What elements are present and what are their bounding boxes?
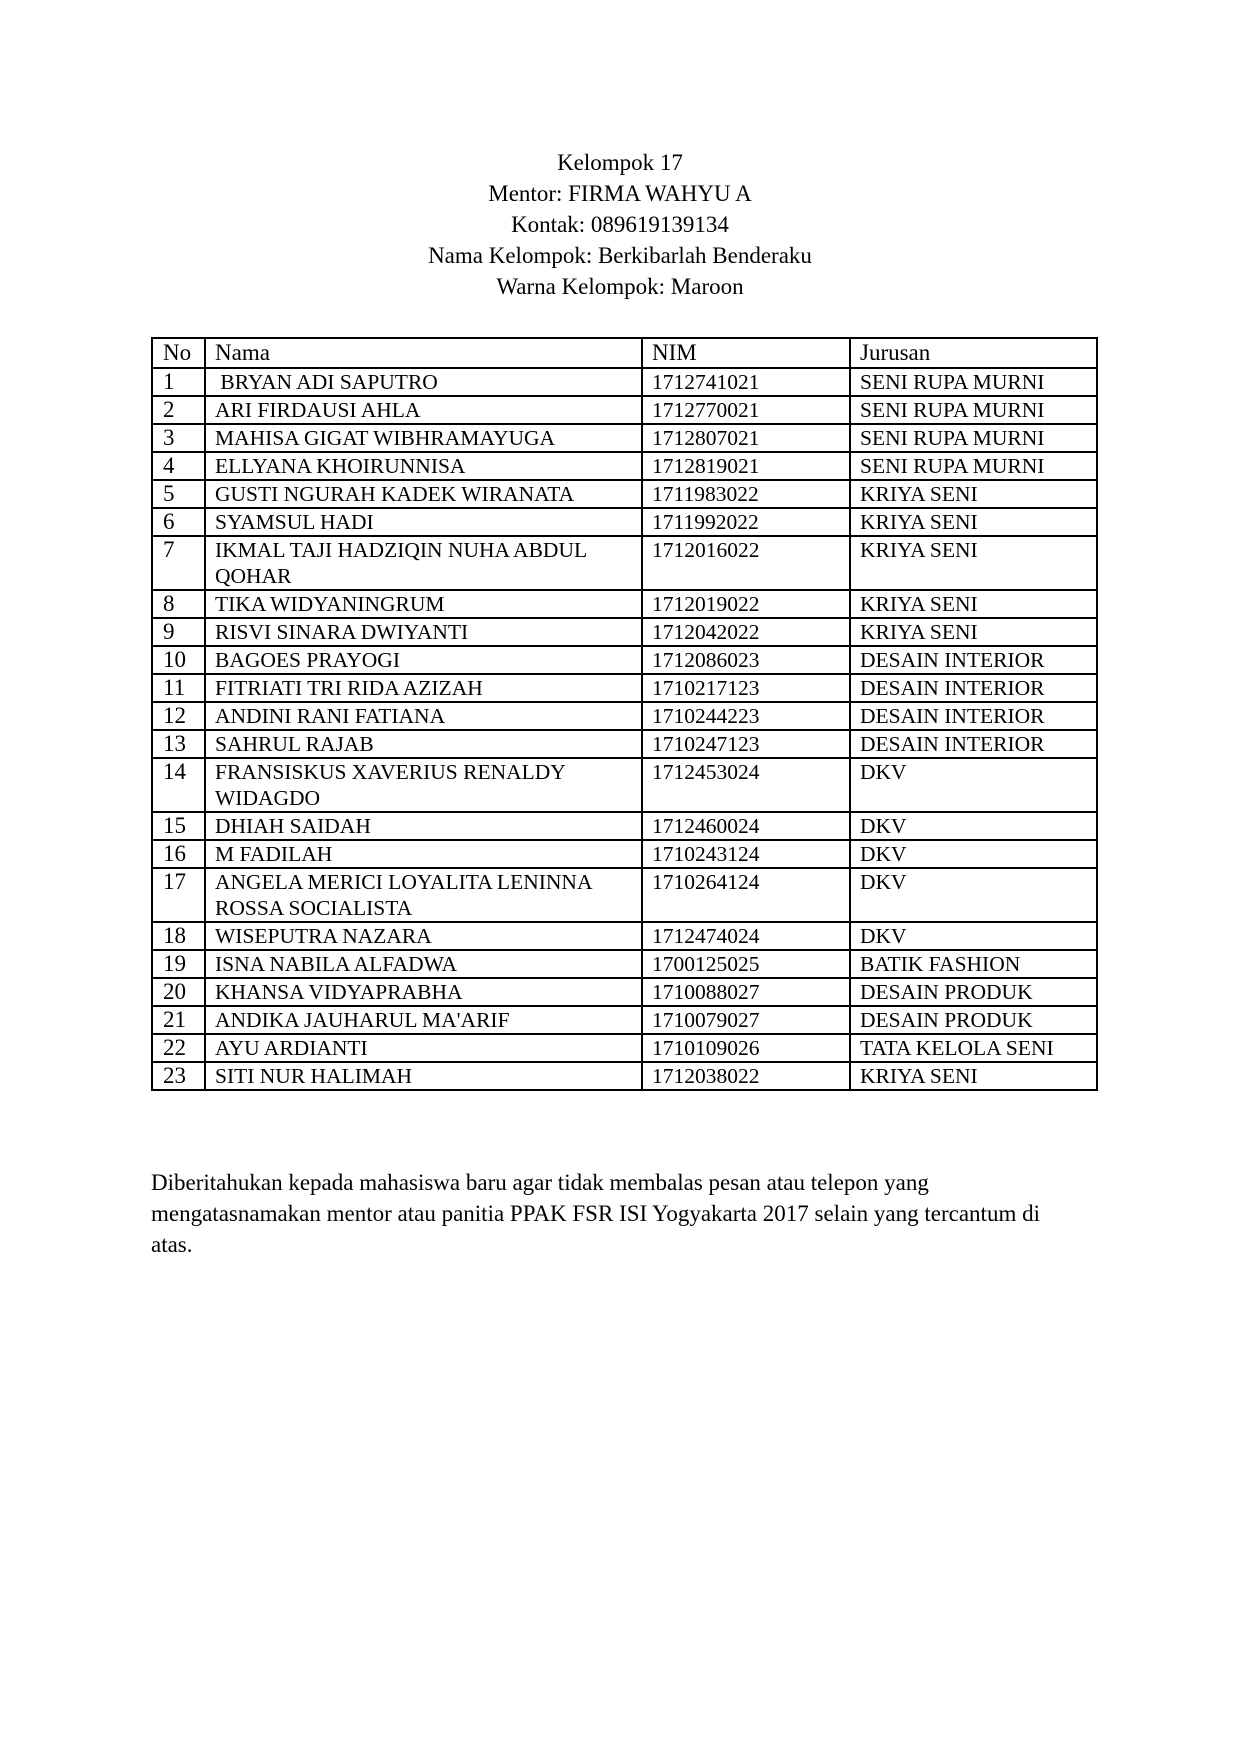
table-row xyxy=(152,396,1097,424)
group-header xyxy=(0,147,1240,302)
cell-no: 5 xyxy=(152,480,205,508)
cell-jurusan: TATA KELOLA SENI xyxy=(850,1034,1097,1062)
table-row xyxy=(152,452,1097,480)
cell-nim: 1710088027 xyxy=(642,978,850,1006)
cell-nim: 1712819021 xyxy=(642,452,850,480)
cell-no: 20 xyxy=(152,978,205,1006)
cell-no: 3 xyxy=(152,424,205,452)
cell-jurusan: DKV xyxy=(850,758,1097,812)
cell-nama: M FADILAH xyxy=(205,840,642,868)
cell-nim: 1712019022 xyxy=(642,590,850,618)
cell-nama: FITRIATI TRI RIDA AZIZAH xyxy=(205,674,642,702)
table-row xyxy=(152,368,1097,396)
cell-nim: 1712741021 xyxy=(642,368,850,396)
cell-nim: 1710247123 xyxy=(642,730,850,758)
table-row xyxy=(152,674,1097,702)
table-row xyxy=(152,536,1097,590)
cell-nama: MAHISA GIGAT WIBHRAMAYUGA xyxy=(205,424,642,452)
notice-paragraph: Diberitahukan kepada mahasiswa baru agar tidak membalas pesan atau telepon yang mengatasnamakan mentor atau panitia PPAK FSR ISI Yogyakarta 2017 selain yang tercantum di atas. xyxy=(151,1170,1040,1257)
table-row xyxy=(152,1006,1097,1034)
mentor-line: Mentor: FIRMA WAHYU A xyxy=(488,181,752,206)
table-row xyxy=(152,424,1097,452)
cell-nama: SITI NUR HALIMAH xyxy=(205,1062,642,1090)
cell-nim: 1711983022 xyxy=(642,480,850,508)
cell-no: 13 xyxy=(152,730,205,758)
cell-nama: SYAMSUL HADI xyxy=(205,508,642,536)
table-header-row xyxy=(152,338,1097,368)
table-row xyxy=(152,702,1097,730)
column-header-no: No xyxy=(152,338,205,368)
cell-nim: 1710264124 xyxy=(642,868,850,922)
cell-no: 10 xyxy=(152,646,205,674)
cell-no: 19 xyxy=(152,950,205,978)
cell-nama: IKMAL TAJI HADZIQIN NUHA ABDUL QOHAR xyxy=(205,536,642,590)
cell-jurusan: DESAIN INTERIOR xyxy=(850,702,1097,730)
group-color-line: Warna Kelompok: Maroon xyxy=(496,274,744,299)
cell-nama: WISEPUTRA NAZARA xyxy=(205,922,642,950)
cell-no: 1 xyxy=(152,368,205,396)
cell-nim: 1710079027 xyxy=(642,1006,850,1034)
group-title: Kelompok 17 xyxy=(557,150,683,175)
column-header-nama: Nama xyxy=(205,338,642,368)
cell-nim: 1710244223 xyxy=(642,702,850,730)
cell-nama: BRYAN ADI SAPUTRO xyxy=(205,368,642,396)
cell-nama: ELLYANA KHOIRUNNISA xyxy=(205,452,642,480)
cell-nim: 1712016022 xyxy=(642,536,850,590)
member-table xyxy=(151,337,1098,1091)
cell-nama: ARI FIRDAUSI AHLA xyxy=(205,396,642,424)
cell-jurusan: DKV xyxy=(850,812,1097,840)
cell-jurusan: DESAIN PRODUK xyxy=(850,978,1097,1006)
cell-nama: KHANSA VIDYAPRABHA xyxy=(205,978,642,1006)
cell-jurusan: SENI RUPA MURNI xyxy=(850,368,1097,396)
table-row xyxy=(152,646,1097,674)
cell-no: 17 xyxy=(152,868,205,922)
cell-no: 23 xyxy=(152,1062,205,1090)
cell-jurusan: DKV xyxy=(850,868,1097,922)
cell-jurusan: SENI RUPA MURNI xyxy=(850,452,1097,480)
cell-no: 8 xyxy=(152,590,205,618)
cell-nama: GUSTI NGURAH KADEK WIRANATA xyxy=(205,480,642,508)
table-row xyxy=(152,730,1097,758)
table-row xyxy=(152,1062,1097,1090)
table-row xyxy=(152,978,1097,1006)
cell-nim: 1711992022 xyxy=(642,508,850,536)
table-row xyxy=(152,618,1097,646)
cell-nama: DHIAH SAIDAH xyxy=(205,812,642,840)
table-row xyxy=(152,922,1097,950)
table-row xyxy=(152,812,1097,840)
table-row xyxy=(152,758,1097,812)
cell-no: 15 xyxy=(152,812,205,840)
cell-jurusan: DKV xyxy=(850,840,1097,868)
cell-no: 18 xyxy=(152,922,205,950)
table-row xyxy=(152,1034,1097,1062)
cell-nim: 1712807021 xyxy=(642,424,850,452)
table-row xyxy=(152,508,1097,536)
cell-no: 14 xyxy=(152,758,205,812)
table-row xyxy=(152,590,1097,618)
cell-jurusan: KRIYA SENI xyxy=(850,536,1097,590)
cell-no: 4 xyxy=(152,452,205,480)
cell-no: 12 xyxy=(152,702,205,730)
cell-nama: ANGELA MERICI LOYALITA LENINNA ROSSA SOCIALISTA xyxy=(205,868,642,922)
cell-nim: 1712042022 xyxy=(642,618,850,646)
cell-nim: 1712474024 xyxy=(642,922,850,950)
cell-nim: 1712770021 xyxy=(642,396,850,424)
cell-jurusan: KRIYA SENI xyxy=(850,480,1097,508)
cell-nama: AYU ARDIANTI xyxy=(205,1034,642,1062)
cell-jurusan: SENI RUPA MURNI xyxy=(850,424,1097,452)
cell-no: 21 xyxy=(152,1006,205,1034)
cell-jurusan: DESAIN INTERIOR xyxy=(850,646,1097,674)
cell-no: 7 xyxy=(152,536,205,590)
cell-jurusan: KRIYA SENI xyxy=(850,508,1097,536)
cell-nama: SAHRUL RAJAB xyxy=(205,730,642,758)
cell-jurusan: DESAIN INTERIOR xyxy=(850,674,1097,702)
cell-jurusan: KRIYA SENI xyxy=(850,618,1097,646)
cell-no: 9 xyxy=(152,618,205,646)
table-row xyxy=(152,868,1097,922)
cell-nim: 1700125025 xyxy=(642,950,850,978)
cell-nama: TIKA WIDYANINGRUM xyxy=(205,590,642,618)
cell-jurusan: SENI RUPA MURNI xyxy=(850,396,1097,424)
cell-nama: ANDIKA JAUHARUL MA'ARIF xyxy=(205,1006,642,1034)
cell-jurusan: DESAIN INTERIOR xyxy=(850,730,1097,758)
cell-no: 11 xyxy=(152,674,205,702)
cell-nama: BAGOES PRAYOGI xyxy=(205,646,642,674)
cell-nama: ISNA NABILA ALFADWA xyxy=(205,950,642,978)
cell-jurusan: BATIK FASHION xyxy=(850,950,1097,978)
column-header-jurusan: Jurusan xyxy=(850,338,1097,368)
cell-nim: 1712038022 xyxy=(642,1062,850,1090)
cell-nama: ANDINI RANI FATIANA xyxy=(205,702,642,730)
cell-no: 22 xyxy=(152,1034,205,1062)
column-header-nim: NIM xyxy=(642,338,850,368)
cell-no: 16 xyxy=(152,840,205,868)
cell-nim: 1712086023 xyxy=(642,646,850,674)
table-row xyxy=(152,480,1097,508)
cell-nim: 1710109026 xyxy=(642,1034,850,1062)
group-name-line: Nama Kelompok: Berkibarlah Benderaku xyxy=(428,243,812,268)
cell-nama: RISVI SINARA DWIYANTI xyxy=(205,618,642,646)
cell-jurusan: KRIYA SENI xyxy=(850,590,1097,618)
table-row xyxy=(152,840,1097,868)
cell-no: 6 xyxy=(152,508,205,536)
contact-line: Kontak: 089619139134 xyxy=(511,212,729,237)
cell-jurusan: DKV xyxy=(850,922,1097,950)
cell-nama: FRANSISKUS XAVERIUS RENALDY WIDAGDO xyxy=(205,758,642,812)
cell-jurusan: DESAIN PRODUK xyxy=(850,1006,1097,1034)
cell-nim: 1712453024 xyxy=(642,758,850,812)
table-row xyxy=(152,950,1097,978)
cell-jurusan: KRIYA SENI xyxy=(850,1062,1097,1090)
cell-nim: 1710243124 xyxy=(642,840,850,868)
cell-nim: 1710217123 xyxy=(642,674,850,702)
cell-no: 2 xyxy=(152,396,205,424)
cell-nim: 1712460024 xyxy=(642,812,850,840)
